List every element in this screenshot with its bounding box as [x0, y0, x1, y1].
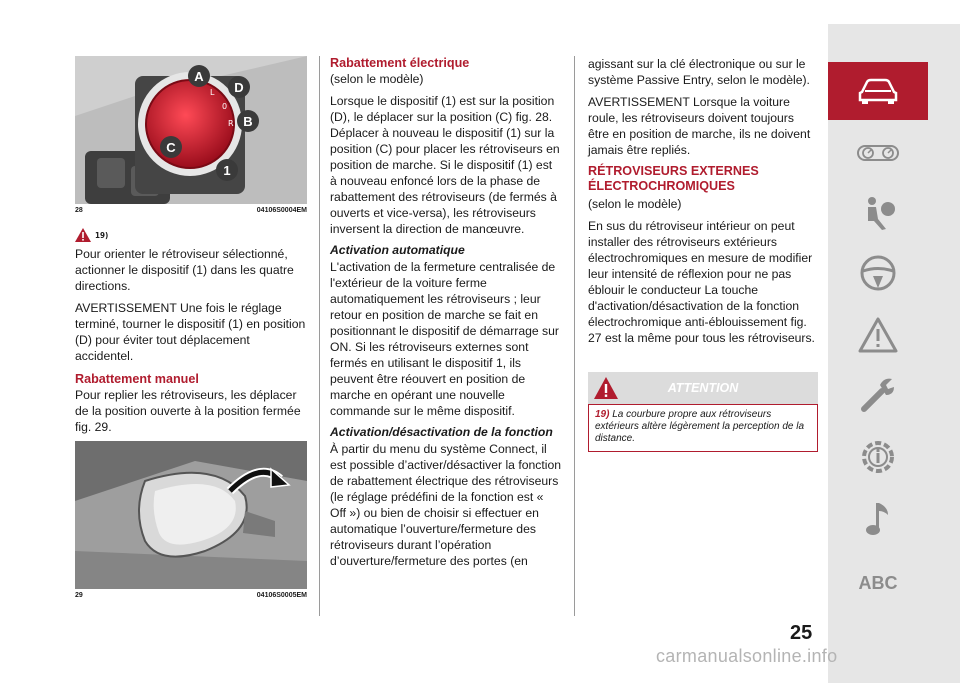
- figure-28: [75, 56, 307, 204]
- sidebar-item-index[interactable]: [828, 554, 928, 612]
- paragraph-auto-activation: L'activation de la fermeture centralisée de l'extérieur de la voiture ferme automatiquement les rétroviseurs ; leur retour en position de marche se fait en positionnant le dispositif de démarrage sur ON. Si les rétroviseurs externes sont fermés en utilisant le dispositif 1, ils peuvent être réouvert en position de marche en opérant une nouvelle commande sur le même dispositif.: [330, 260, 559, 418]
- paragraph-electrochromic: En sus du rétroviseur intérieur on peut installer des rétroviseurs extérieurs électrochromiques en mesure de modifier leur intensité de réflexion pour ne pas éblouir le conducteur La touche d'activation/désactivation de la fonction électrochromique anti-éblouissement fig. 27 est la même pour tous les rétroviseurs.: [588, 219, 815, 345]
- heading-activation-deactivation: Activation/désactivation de la fonction: [330, 425, 553, 439]
- label-c: C: [166, 140, 176, 155]
- settings-gear-icon: [858, 437, 898, 477]
- steering-wheel-icon: [859, 254, 897, 292]
- sidebar-item-multimedia[interactable]: [828, 490, 928, 548]
- warning-reference: [75, 228, 307, 242]
- attention-body: [588, 404, 818, 452]
- attention-title: ATTENTION: [667, 381, 739, 395]
- heading-electrochromic-mirrors: RÉTROVISEURS EXTERNES ÉLECTROCHROMIQUES: [588, 164, 759, 193]
- column-divider-2: [574, 56, 575, 616]
- column-divider-1: [319, 56, 320, 616]
- figure-29-number: 29: [75, 592, 83, 599]
- paragraph-electric-folding: Lorsque le dispositif (1) est sur la position (D), le déplacer sur la position (C) fig. 28. Déplacer à nouveau le dispositif (1) sur la position (C) pour placer les rétroviseurs en position de marche. Si le dispositif (1) est à nouveau enfoncé lors de la phase de rabattement des rétroviseurs (de fermés à ouverts et vice-versa), les rétroviseurs inversent la direction de manœuvre.: [330, 94, 560, 236]
- column-3: [588, 56, 818, 452]
- figure-29-code: 04106S0005EM: [256, 592, 307, 599]
- dashboard-gauges-icon: [856, 142, 900, 164]
- wrench-icon: [858, 375, 898, 415]
- attention-warning-icon: [593, 376, 619, 400]
- figure-28-number: 28: [75, 207, 83, 214]
- sidebar-item-emergency[interactable]: [828, 306, 928, 364]
- paragraph-model-note-2: (selon le modèle): [588, 197, 682, 211]
- music-note-icon: [862, 499, 894, 539]
- heading-auto-activation: Activation automatique: [330, 243, 465, 257]
- label-1: 1: [223, 163, 231, 178]
- knob-label-l: L: [210, 88, 215, 97]
- paragraph-continuation: agissant sur la clé électronique ou sur le système Passive Entry, selon le modèle).: [588, 57, 810, 87]
- page-number: 25: [790, 622, 813, 644]
- figure-28-caption: [75, 207, 307, 214]
- label-a: A: [194, 69, 204, 84]
- sidebar-item-vehicle[interactable]: [828, 62, 928, 120]
- watermark: carmanualsonline.info: [656, 646, 838, 666]
- side-mirror-illustration: [75, 441, 307, 589]
- column-2: [330, 56, 562, 575]
- attention-header: [588, 372, 818, 404]
- sidebar-item-technical-data[interactable]: [828, 428, 928, 486]
- warning-triangle-icon: [858, 317, 898, 353]
- chapter-sidebar: [828, 24, 960, 683]
- label-d: D: [234, 80, 244, 95]
- attention-box: [588, 372, 818, 452]
- label-b: B: [243, 114, 253, 129]
- paragraph-orient: Pour orienter le rétroviseur sélectionné, actionner le dispositif (1) dans les quatre directions.: [75, 247, 294, 293]
- knob-label-0: 0: [222, 102, 228, 111]
- sidebar-item-dashboard[interactable]: [828, 124, 928, 182]
- sidebar-item-maintenance[interactable]: [828, 366, 928, 424]
- sidebar-item-safety[interactable]: [828, 184, 928, 242]
- attention-text: La courbure propre aux rétroviseurs extérieurs altère légèrement la perception de la distance.: [595, 409, 805, 444]
- abc-index-icon: ABC: [858, 572, 898, 593]
- airbag-seat-icon: [858, 195, 898, 231]
- figure-29-caption: [75, 592, 307, 599]
- paragraph-connect-menu: À partir du menu du système Connect, il est possible d’activer/désactiver la fonction de rabattement électrique des rétroviseurs (le réglage prédéfini de la fonction est « Off ») ou bien de choisir si effectuer en automatique l’ouverture/fermeture des rétroviseurs durant l’opération d’ouverture/fermeture des portes (en: [330, 442, 562, 568]
- paragraph-warning-setting: AVERTISSEMENT Une fois le réglage terminé, tourner le dispositif (1) en position (D) pour éviter tout déplacement accidentel.: [75, 301, 306, 363]
- attention-number: 19): [595, 409, 610, 420]
- paragraph-warning-driving: AVERTISSEMENT Lorsque la voiture roule, les rétroviseurs doivent toujours être en position de marche, ils ne doivent jamais être repliés.: [588, 95, 811, 157]
- car-icon: [856, 78, 900, 104]
- paragraph-model-note: (selon le modèle): [330, 72, 424, 86]
- heading-manual-folding: Rabattement manuel: [75, 372, 199, 386]
- mirror-switch-illustration: [75, 56, 307, 204]
- sidebar-item-driving[interactable]: [828, 244, 928, 302]
- knob-label-r: R: [228, 119, 234, 128]
- warning-icon: [75, 228, 91, 242]
- column-1: [75, 56, 307, 599]
- figure-29: [75, 441, 307, 589]
- heading-electric-folding: Rabattement électrique: [330, 56, 470, 70]
- warning-ref-number: 19): [95, 230, 109, 240]
- figure-28-code: 04106S0004EM: [256, 207, 307, 214]
- paragraph-manual-folding: Pour replier les rétroviseurs, les déplacer de la position ouverte à la position fermée fig. 29.: [75, 388, 301, 434]
